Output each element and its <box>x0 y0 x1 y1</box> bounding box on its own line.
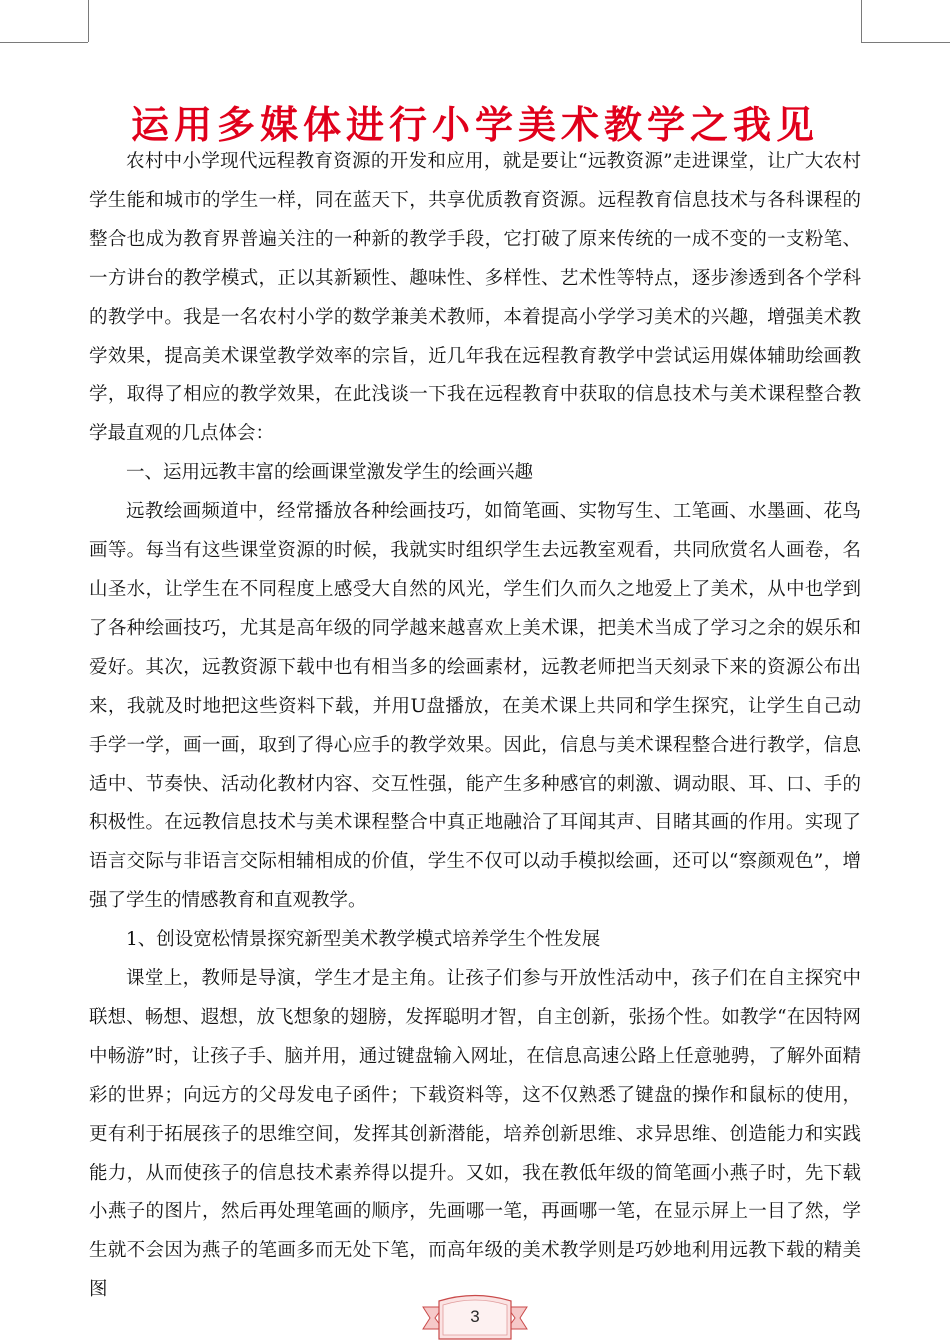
crop-mark <box>861 0 862 42</box>
section-heading: 一、运用远教丰富的绘画课堂激发学生的绘画兴趣 <box>126 462 534 484</box>
crop-mark <box>861 42 950 43</box>
paragraph: 农村中小学现代远程教育资源的开发和应用，就是要让“远教资源”走进课堂，让广大农村学生能和城市的学生一样，同在蓝天下，共享优质教育资源。远程教育信息技术与各科课程的整合也成为教育界普遍关注的一种新的教学手段，它打破了原来传统的一成不变的一支粉笔、一方讲台的教学模式，正以其新颖性、趣味性、多样性、艺术性等特点，逐步渗透到各个学科的教学中。我是一名农村小学的数学兼美术教师，本着提高小学学习美术的兴趣，增强美术教学效果，提高美术课堂教学效率的宗旨，近几年我在远程教育教学中尝试运用媒体辅助绘画教学，取得了相应的教学效果，在此浅谈一下我在远程教育中获取的信息技术与美术课程整合教学最直观的几点体会： <box>89 151 861 445</box>
crop-mark <box>0 42 88 43</box>
subsection-heading: 1、创设宽松情景探究新型美术教学模式培养学生个性发展 <box>126 929 601 951</box>
page-number: 3 <box>470 1307 480 1326</box>
document-body <box>89 143 861 1310</box>
crop-mark <box>88 0 89 42</box>
paragraph: 远教绘画频道中，经常播放各种绘画技巧，如简笔画、实物写生、工笔画、水墨画、花鸟画等。每当有这些课堂资源的时候，我就实时组织学生去远教室观看，共同欣赏名人画卷，名山圣水，让学生在不同程度上感受大自然的风光，学生们久而久之地爱上了美术，从中也学到了各种绘画技巧，尤其是高年级的同学越来越喜欢上美术课，把美术当成了学习之余的娱乐和爱好。其次，远教资源下载中也有相当多的绘画素材，远教老师把当天刻录下来的资源公布出来，我就及时地把这些资料下载，并用U盘播放，在美术课上共同和学生探究，让学生自己动手学一学，画一画，取到了得心应手的教学效果。因此，信息与美术课程整合进行教学，信息适中、节奏快、活动化教材内容、交互性强，能产生多种感官的刺激、调动眼、耳、口、手的积极性。在远教信息技术与美术课程整合中真正地融洽了耳闻其声、目睹其画的作用。实现了语言交际与非语言交际相辅相成的价值，学生不仅可以动手模拟绘画，还可以“察颜观色”，增强了学生的情感教育和直观教学。 <box>89 501 861 912</box>
page-number-badge <box>421 1287 529 1344</box>
paragraph: 课堂上，教师是导演，学生才是主角。让孩子们参与开放性活动中，孩子们在自主探究中联想、畅想、遐想，放飞想象的翅膀，发挥聪明才智，自主创新，张扬个性。如教学“在因特网中畅游”时，让孩子手、脑并用，通过键盘输入网址，在信息高速公路上任意驰骋，了解外面精彩的世界；向远方的父母发电子函件；下载资料等，这不仅熟悉了键盘的操作和鼠标的使用，更有利于拓展孩子的思维空间，发挥其创新潜能，培养创新思维、求异思维、创造能力和实践能力，从而使孩子的信息技术素养得以提升。又如，我在教低年级的简笔画小燕子时，先下载小燕子的图片，然后再处理笔画的顺序，先画哪一笔，再画哪一笔，在显示屏上一目了然，学生就不会因为燕子的笔画多而无处下笔，而高年级的美术教学则是巧妙地利用远教下载的精美图 <box>89 968 861 1301</box>
document-title: 运用多媒体进行小学美术教学之我见 <box>130 102 819 147</box>
